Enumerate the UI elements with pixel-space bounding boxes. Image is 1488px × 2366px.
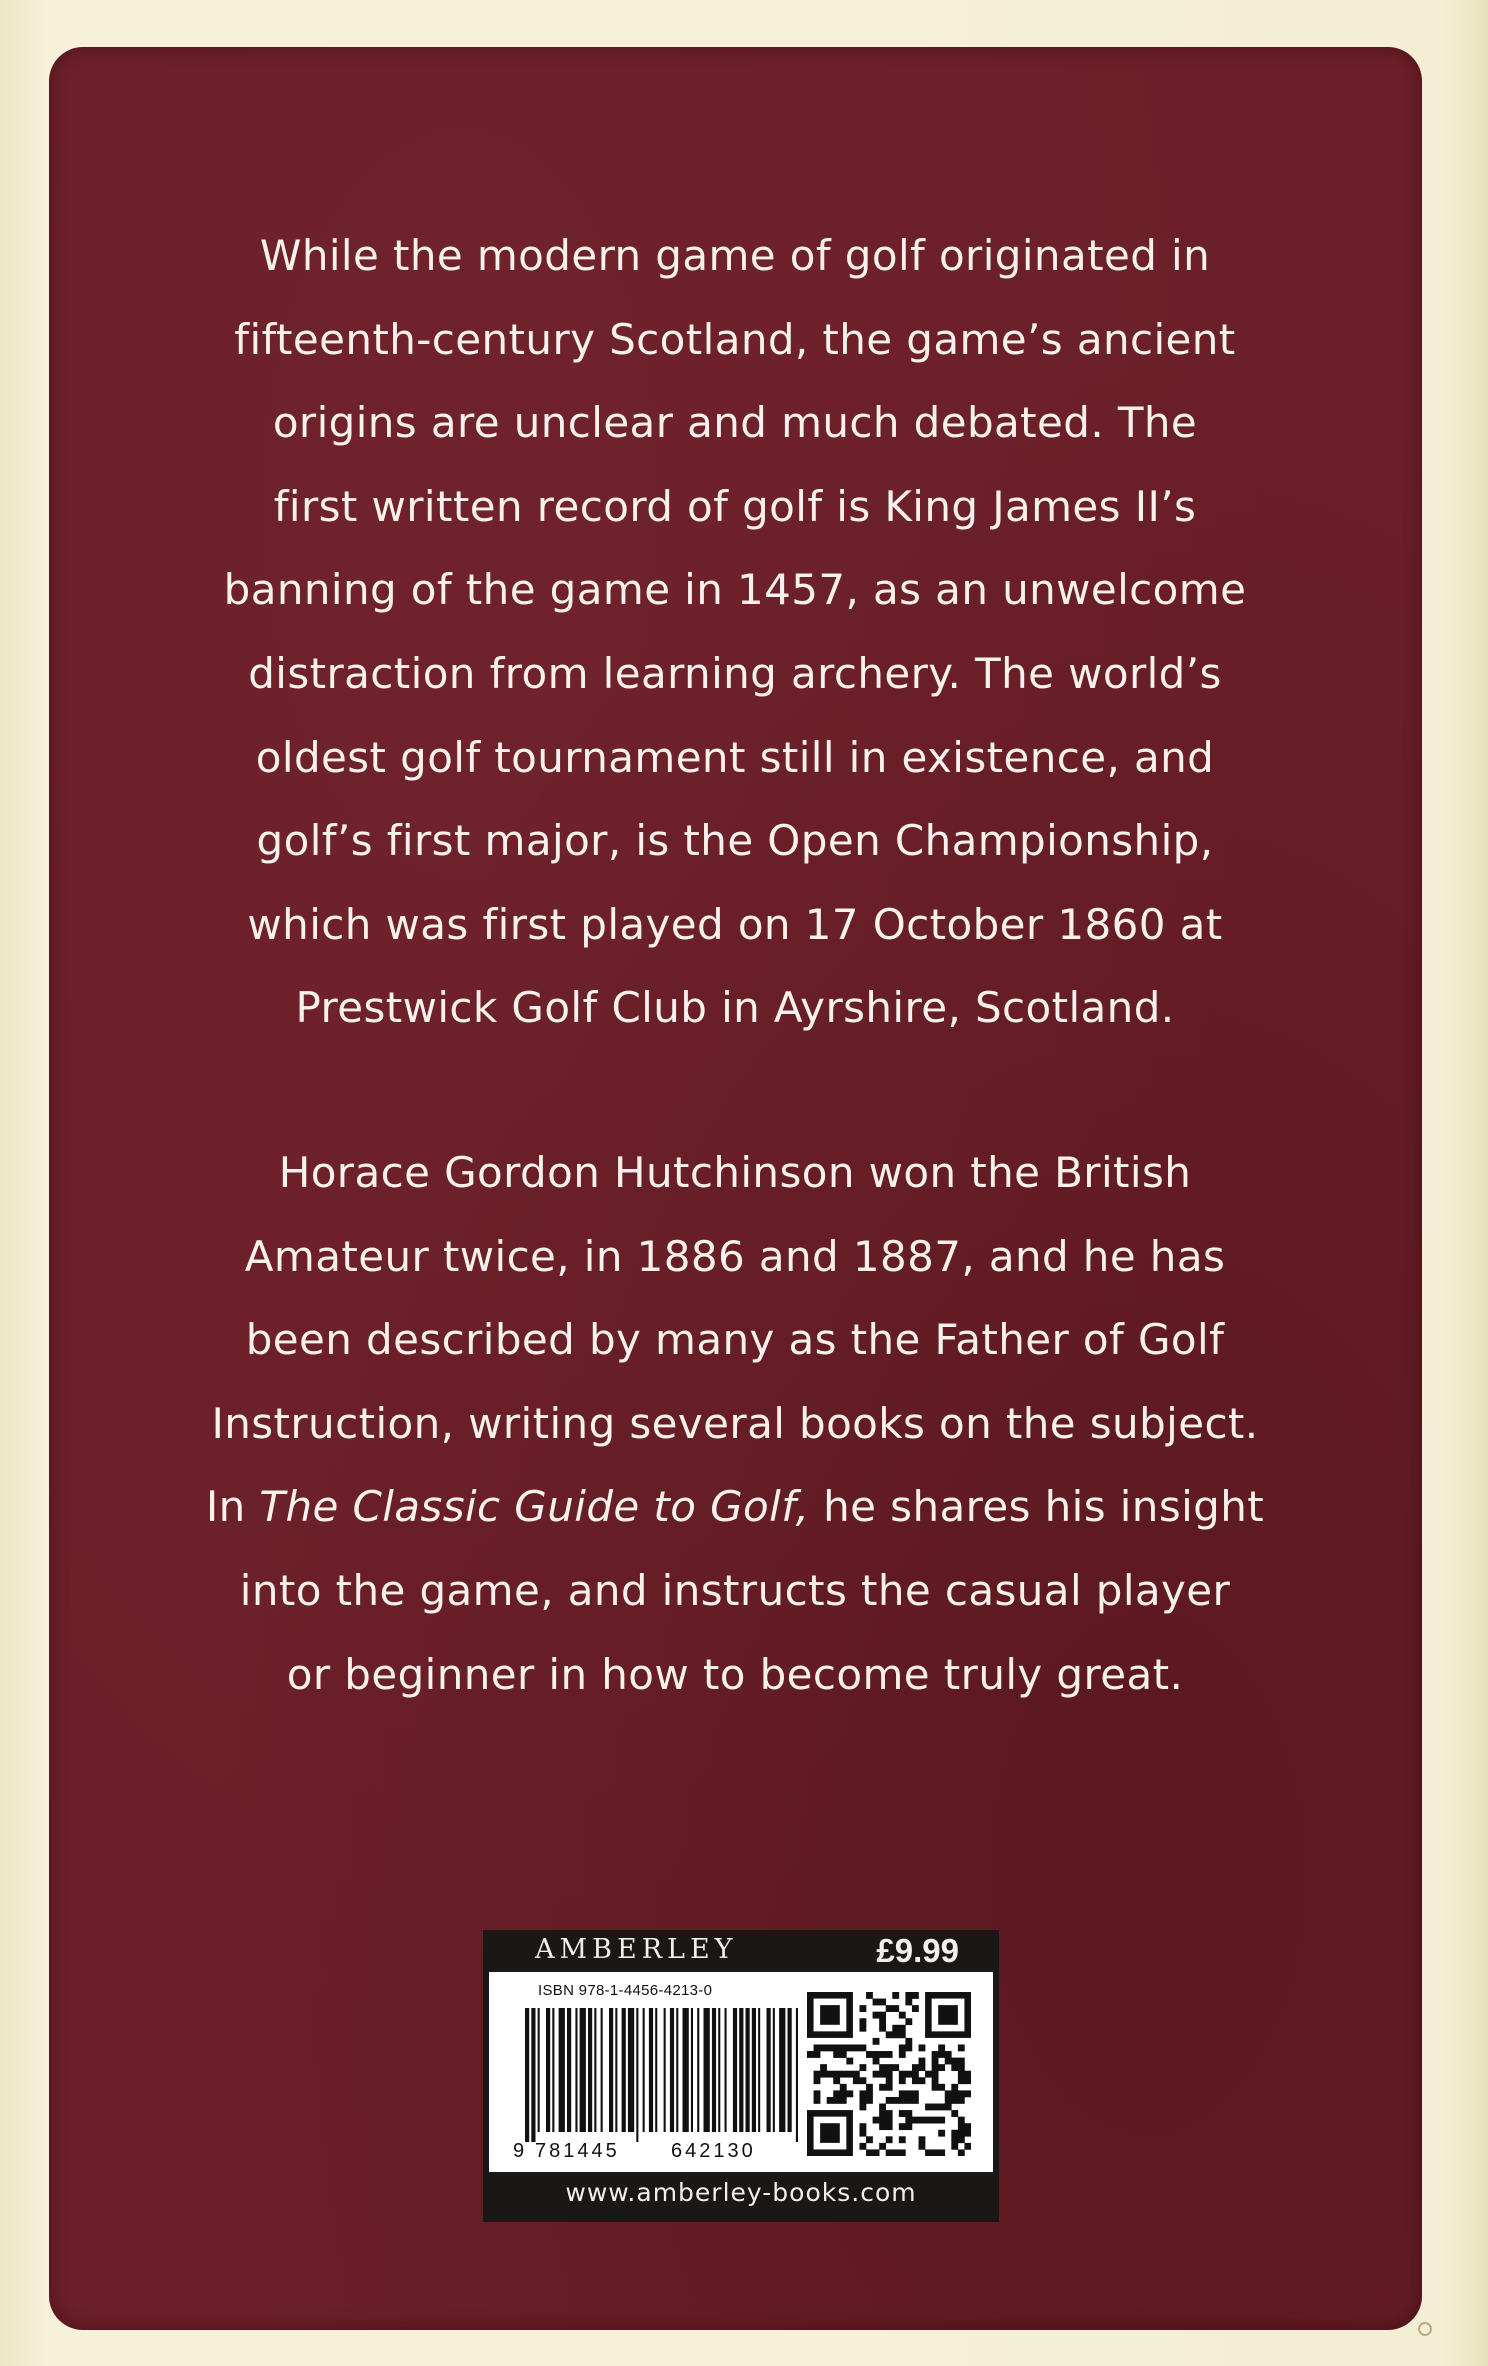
blurb-line: origins are unclear and much debated. The [272,398,1198,448]
barcode-area [489,1972,993,2172]
publisher-website: www.amberley-books.com [565,2178,917,2207]
blurb-line: distraction from learning archery. The world’s [248,648,1222,698]
barcode-header [483,1930,999,1972]
blurb-paragraph-2 [150,1131,1320,1716]
corner-mark-icon [1418,2322,1432,2336]
blurb-text: he shares his insight [809,1482,1265,1532]
blurb-line: which was first played on 17 October 1860 at [247,899,1223,949]
blurb-line: While the modern game of golf originated in [259,231,1211,280]
barcode-digit-lead: 9 [513,2140,525,2162]
blurb-line-with-title [150,1465,1320,1549]
publisher-name: AMBERLEY [535,1934,738,1965]
qr-code-icon [807,1992,971,2156]
blurb-line: oldest golf tournament still in existence, and [255,732,1215,782]
blurb-line: Prestwick Golf Club in Ayrshire, Scotland. [295,983,1175,1033]
barcode-icon [513,2008,803,2142]
blurb-line: fifteenth-century Scotland, the game’s ancient [234,314,1236,364]
book-title: The Classic Guide to Golf, [259,1482,810,1532]
price: £9.99 [876,1932,959,1969]
blurb-paragraph-1 [150,214,1320,1050]
barcode-digit-group-2: 642130 [671,2140,756,2162]
blurb-line: been described by many as the Father of Golf [245,1315,1225,1365]
blurb-line: golf’s first major, is the Open Championship, [256,816,1214,866]
isbn-number: ISBN 978-1-4456-4213-0 [538,1982,713,1999]
blurb-line: or beginner in how to become truly great. [286,1649,1184,1699]
barcode-label [483,1930,999,2222]
barcode-digit-group-1: 781445 [535,2140,620,2162]
blurb-line: first written record of golf is King James II’s [273,481,1197,531]
blurb-line: Amateur twice, in 1886 and 1887, and he has [244,1231,1226,1281]
blurb-line: Horace Gordon Hutchinson won the British [278,1148,1192,1197]
blurb-line: banning of the game in 1457, as an unwelcome [223,565,1247,615]
blurb-text: In [205,1482,260,1532]
blurb-line: into the game, and instructs the casual player [239,1565,1231,1615]
blurb-line: Instruction, writing several books on the subject. [211,1398,1259,1448]
